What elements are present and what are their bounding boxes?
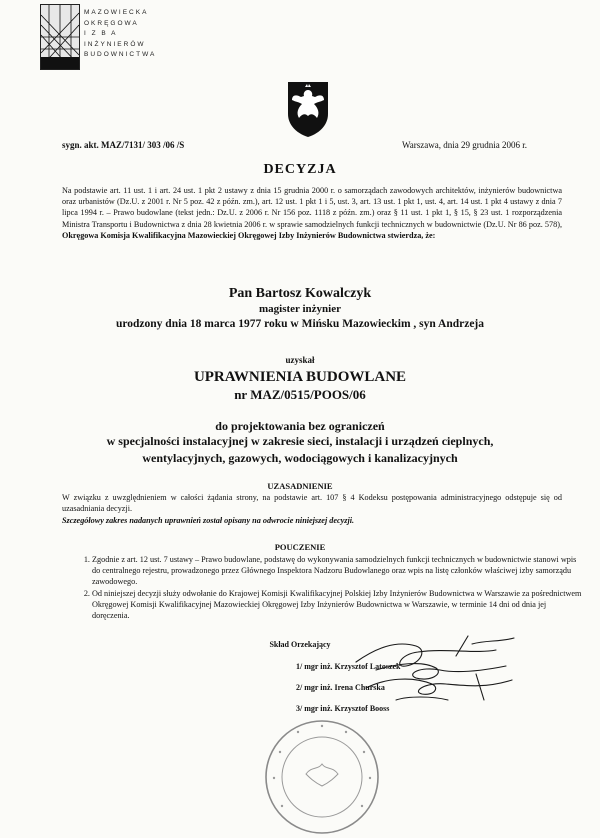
chamber-name-line: OKRĘGOWA	[84, 19, 139, 27]
instruction-heading: POUCZENIE	[274, 542, 326, 552]
license-specialty-cont: wentylacyjnych, gazowych, wodociągowych i kanalizacyjnych	[142, 451, 458, 465]
legal-basis-conclusion: Okręgowa Komisja Kwalifikacyjna Mazowieckiej Okręgowej Izby Inżynierów Budownictwa stwierdza, że:	[62, 230, 436, 240]
instruction-list	[72, 554, 582, 622]
license-specialty: w specjalności instalacyjnej w zakresie sieci, instalacji i urządzeń cieplnych,	[106, 434, 494, 448]
legal-basis	[62, 185, 562, 241]
obtained-label: uzyskał	[285, 355, 315, 365]
handwritten-signatures	[336, 630, 536, 720]
panel-member: 2/ mgr inż. Irena Churska	[296, 683, 385, 692]
chamber-name-line: MAZOWIECKA	[84, 9, 149, 16]
justification-note: Szczegółowy zakres nadanych uprawnień został opisany na odwrocie niniejszej decyzji.	[62, 516, 355, 525]
chamber-name-line: INŻYNIERÓW	[84, 40, 146, 48]
eagle-emblem-icon	[284, 80, 332, 138]
instruction-item: 1. Zgodnie z art. 12 ust. 7 ustawy – Prawo budowlane, podstawę do wykonywania samodzielnych funkcji technicznych w budownictwie stanowi wpis do centralnego rejestru, prowadzonego przez Głównego Inspektora Nadzoru Budowlanego oraz wpis na listę członków właściwej izby samorządu zawodowego.	[92, 554, 582, 587]
panel-member: 3/ mgr inż. Krzysztof Booss	[296, 704, 390, 713]
panel-member: 1/ mgr inż. Krzysztof Latoszek	[296, 662, 401, 671]
official-stamp	[262, 716, 382, 838]
chamber-name-line: I Z B A	[84, 30, 118, 37]
reference-number: sygn. akt. MAZ/7131/ 303 /06 /S	[62, 140, 185, 150]
person-birth: urodzony dnia 18 marca 1977 roku w Mińsku Mazowieckim , syn Andrzeja	[115, 318, 485, 330]
legal-basis-text: Na podstawie art. 11 ust. 1 i art. 24 ust. 1 pkt 2 ustawy z dnia 15 grudnia 2000 r. o samorządach zawodowych architektów, inżynierów budownictwa oraz urbanistów (Dz.U. z 2001 r. Nr 5 poz. 42 z późn. zm.), art. 12 ust. 1 pkt 1 i 5, ust. 3, art. 13 ust. 1 pkt 1, ust. 4, art. 14 ust. 1 pkt 4 ustawy z dnia 7 lipca 1994 r. – Prawo budowlane (tekst jedn.: Dz.U. z 2006 r. Nr 156 poz. 1118 z późn. zm.) oraz § 11 ust. 1 pkt 1, § 15, § 23 ust. 1 rozporządzenia Ministra Transportu i Budownictwa z dnia 28 kwietnia 2006 r. w sprawie samodzielnych funkcji technicznych w budownictwie (Dz.U. Nr 86 poz. 578),	[62, 186, 562, 229]
license-number: nr MAZ/0515/POOS/06	[234, 387, 366, 402]
chamber-logo	[40, 4, 80, 70]
license-title: UPRAWNIENIA BUDOWLANE	[193, 369, 407, 385]
justification-heading: UZASADNIENIE	[267, 481, 333, 491]
chamber-name-line: BUDOWNICTWA	[84, 51, 157, 58]
panel-heading: Skład Orzekający	[269, 640, 331, 649]
page-title: DECYZJA	[263, 162, 337, 177]
place-date: Warszawa, dnia 29 grudnia 2006 r.	[402, 140, 527, 150]
license-scope: do projektowania bez ograniczeń	[215, 419, 385, 433]
person-degree: magister inżynier	[259, 303, 341, 315]
person-name: Pan Bartosz Kowalczyk	[228, 286, 372, 301]
chamber-name	[84, 8, 156, 61]
instruction-item: 2. Od niniejszej decyzji służy odwołanie do Krajowej Komisji Kwalifikacyjnej Polskiej Izby Inżynierów Budownictwa w Warszawie za pośrednictwem Okręgowej Komisji Kwalifikacyjnej Mazowieckiej Okręgowej Izby Inżynierów Budownictwa w Warszawie, w terminie 14 dni od dnia jej doręczenia.	[92, 588, 582, 621]
justification-text: W związku z uwzględnieniem w całości żądania strony, na podstawie art. 107 § 4 Kodeksu postępowania administracyjnego odstępuje się od uzasadniania decyzji.	[62, 493, 562, 513]
